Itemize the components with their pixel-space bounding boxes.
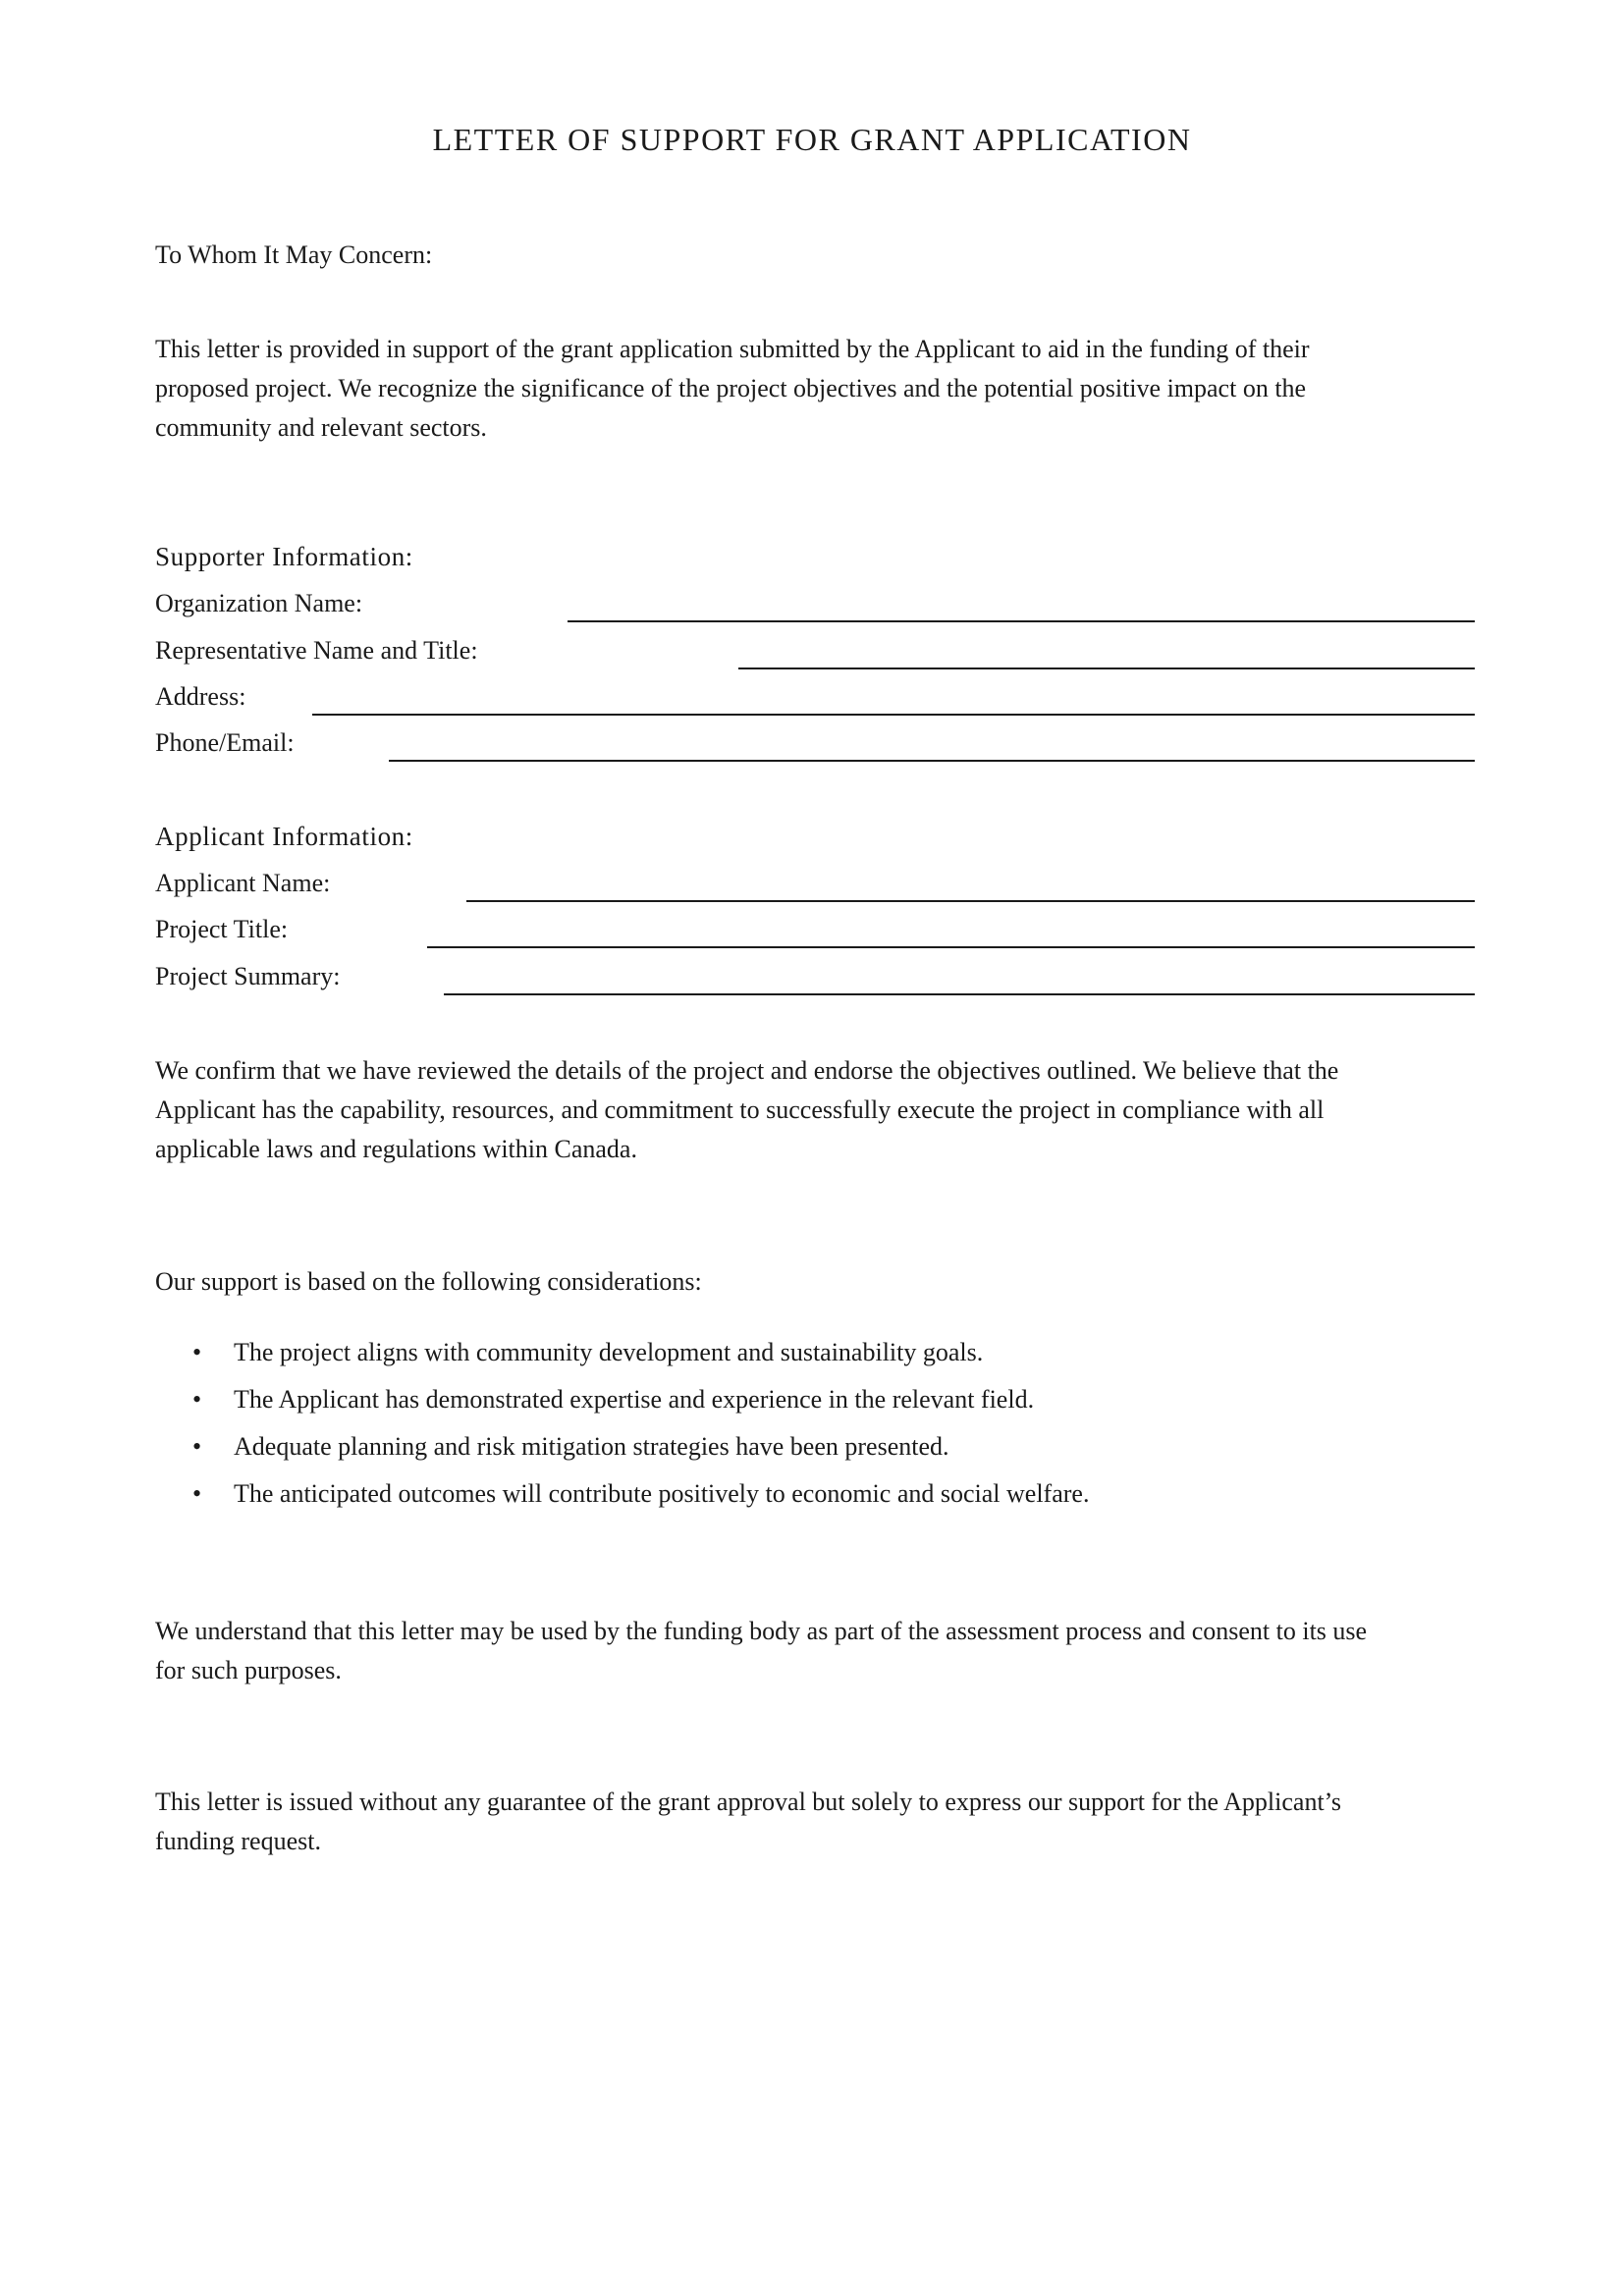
- phone-email-label: Phone/Email:: [155, 728, 295, 757]
- confirm-line: We confirm that we have reviewed the details of the project and endorse the objectives outlined. We believe that the: [155, 1056, 1339, 1085]
- closing-paragraph: [155, 1783, 1471, 1861]
- bullet-icon: •: [192, 1479, 202, 1508]
- address-line[interactable]: [312, 714, 1475, 716]
- applicant-name-label: Applicant Name:: [155, 869, 331, 897]
- consideration-text: The anticipated outcomes will contribute positively to economic and social welfare.: [234, 1479, 1090, 1508]
- intro-line: proposed project. We recognize the significance of the project objectives and the potential positive impact on the: [155, 374, 1307, 402]
- document-title: LETTER OF SUPPORT FOR GRANT APPLICATION: [432, 122, 1192, 157]
- representative-label: Representative Name and Title:: [155, 636, 478, 665]
- consideration-text: The Applicant has demonstrated expertise and experience in the relevant field.: [234, 1385, 1035, 1414]
- bullet-icon: •: [192, 1432, 202, 1461]
- usage-line: We understand that this letter may be used by the funding body as part of the assessment process and consent to its use: [155, 1617, 1368, 1645]
- bullet-icon: •: [192, 1338, 202, 1366]
- closing-line: This letter is issued without any guarantee of the grant approval but solely to express our support for the Applicant’s: [155, 1788, 1342, 1816]
- usage-paragraph: [155, 1612, 1471, 1690]
- usage-line: for such purposes.: [155, 1656, 342, 1684]
- considerations-intro: Our support is based on the following considerations:: [155, 1267, 702, 1296]
- address-label: Address:: [155, 682, 246, 711]
- intro-line: This letter is provided in support of the grant application submitted by the Applicant to aid in the funding of their: [155, 335, 1310, 363]
- list-item: [155, 1470, 1432, 1518]
- confirm-line: applicable laws and regulations within Canada.: [155, 1135, 637, 1163]
- list-item: [155, 1376, 1432, 1423]
- salutation: To Whom It May Concern:: [155, 240, 433, 269]
- list-item: [155, 1423, 1432, 1470]
- considerations-list: [155, 1329, 1432, 1518]
- confirm-line: Applicant has the capability, resources, and commitment to successfully execute the project in compliance with all: [155, 1095, 1325, 1124]
- organization-name-line[interactable]: [568, 620, 1475, 622]
- intro-line: community and relevant sectors.: [155, 413, 487, 442]
- phone-email-line[interactable]: [389, 760, 1475, 762]
- project-summary-label: Project Summary:: [155, 962, 341, 990]
- representative-line[interactable]: [738, 667, 1475, 669]
- supporter-heading: Supporter Information:: [155, 542, 413, 571]
- list-item: [155, 1329, 1432, 1376]
- project-title-label: Project Title:: [155, 915, 289, 943]
- confirm-paragraph: [155, 1051, 1471, 1169]
- project-summary-line[interactable]: [444, 993, 1475, 995]
- consideration-text: Adequate planning and risk mitigation strategies have been presented.: [234, 1432, 949, 1461]
- applicant-heading: Applicant Information:: [155, 822, 413, 851]
- consideration-text: The project aligns with community development and sustainability goals.: [234, 1338, 984, 1366]
- intro-paragraph: [155, 330, 1471, 448]
- bullet-icon: •: [192, 1385, 202, 1414]
- applicant-name-line[interactable]: [466, 900, 1475, 902]
- project-title-line[interactable]: [427, 946, 1475, 948]
- organization-name-label: Organization Name:: [155, 589, 363, 617]
- closing-line: funding request.: [155, 1827, 321, 1855]
